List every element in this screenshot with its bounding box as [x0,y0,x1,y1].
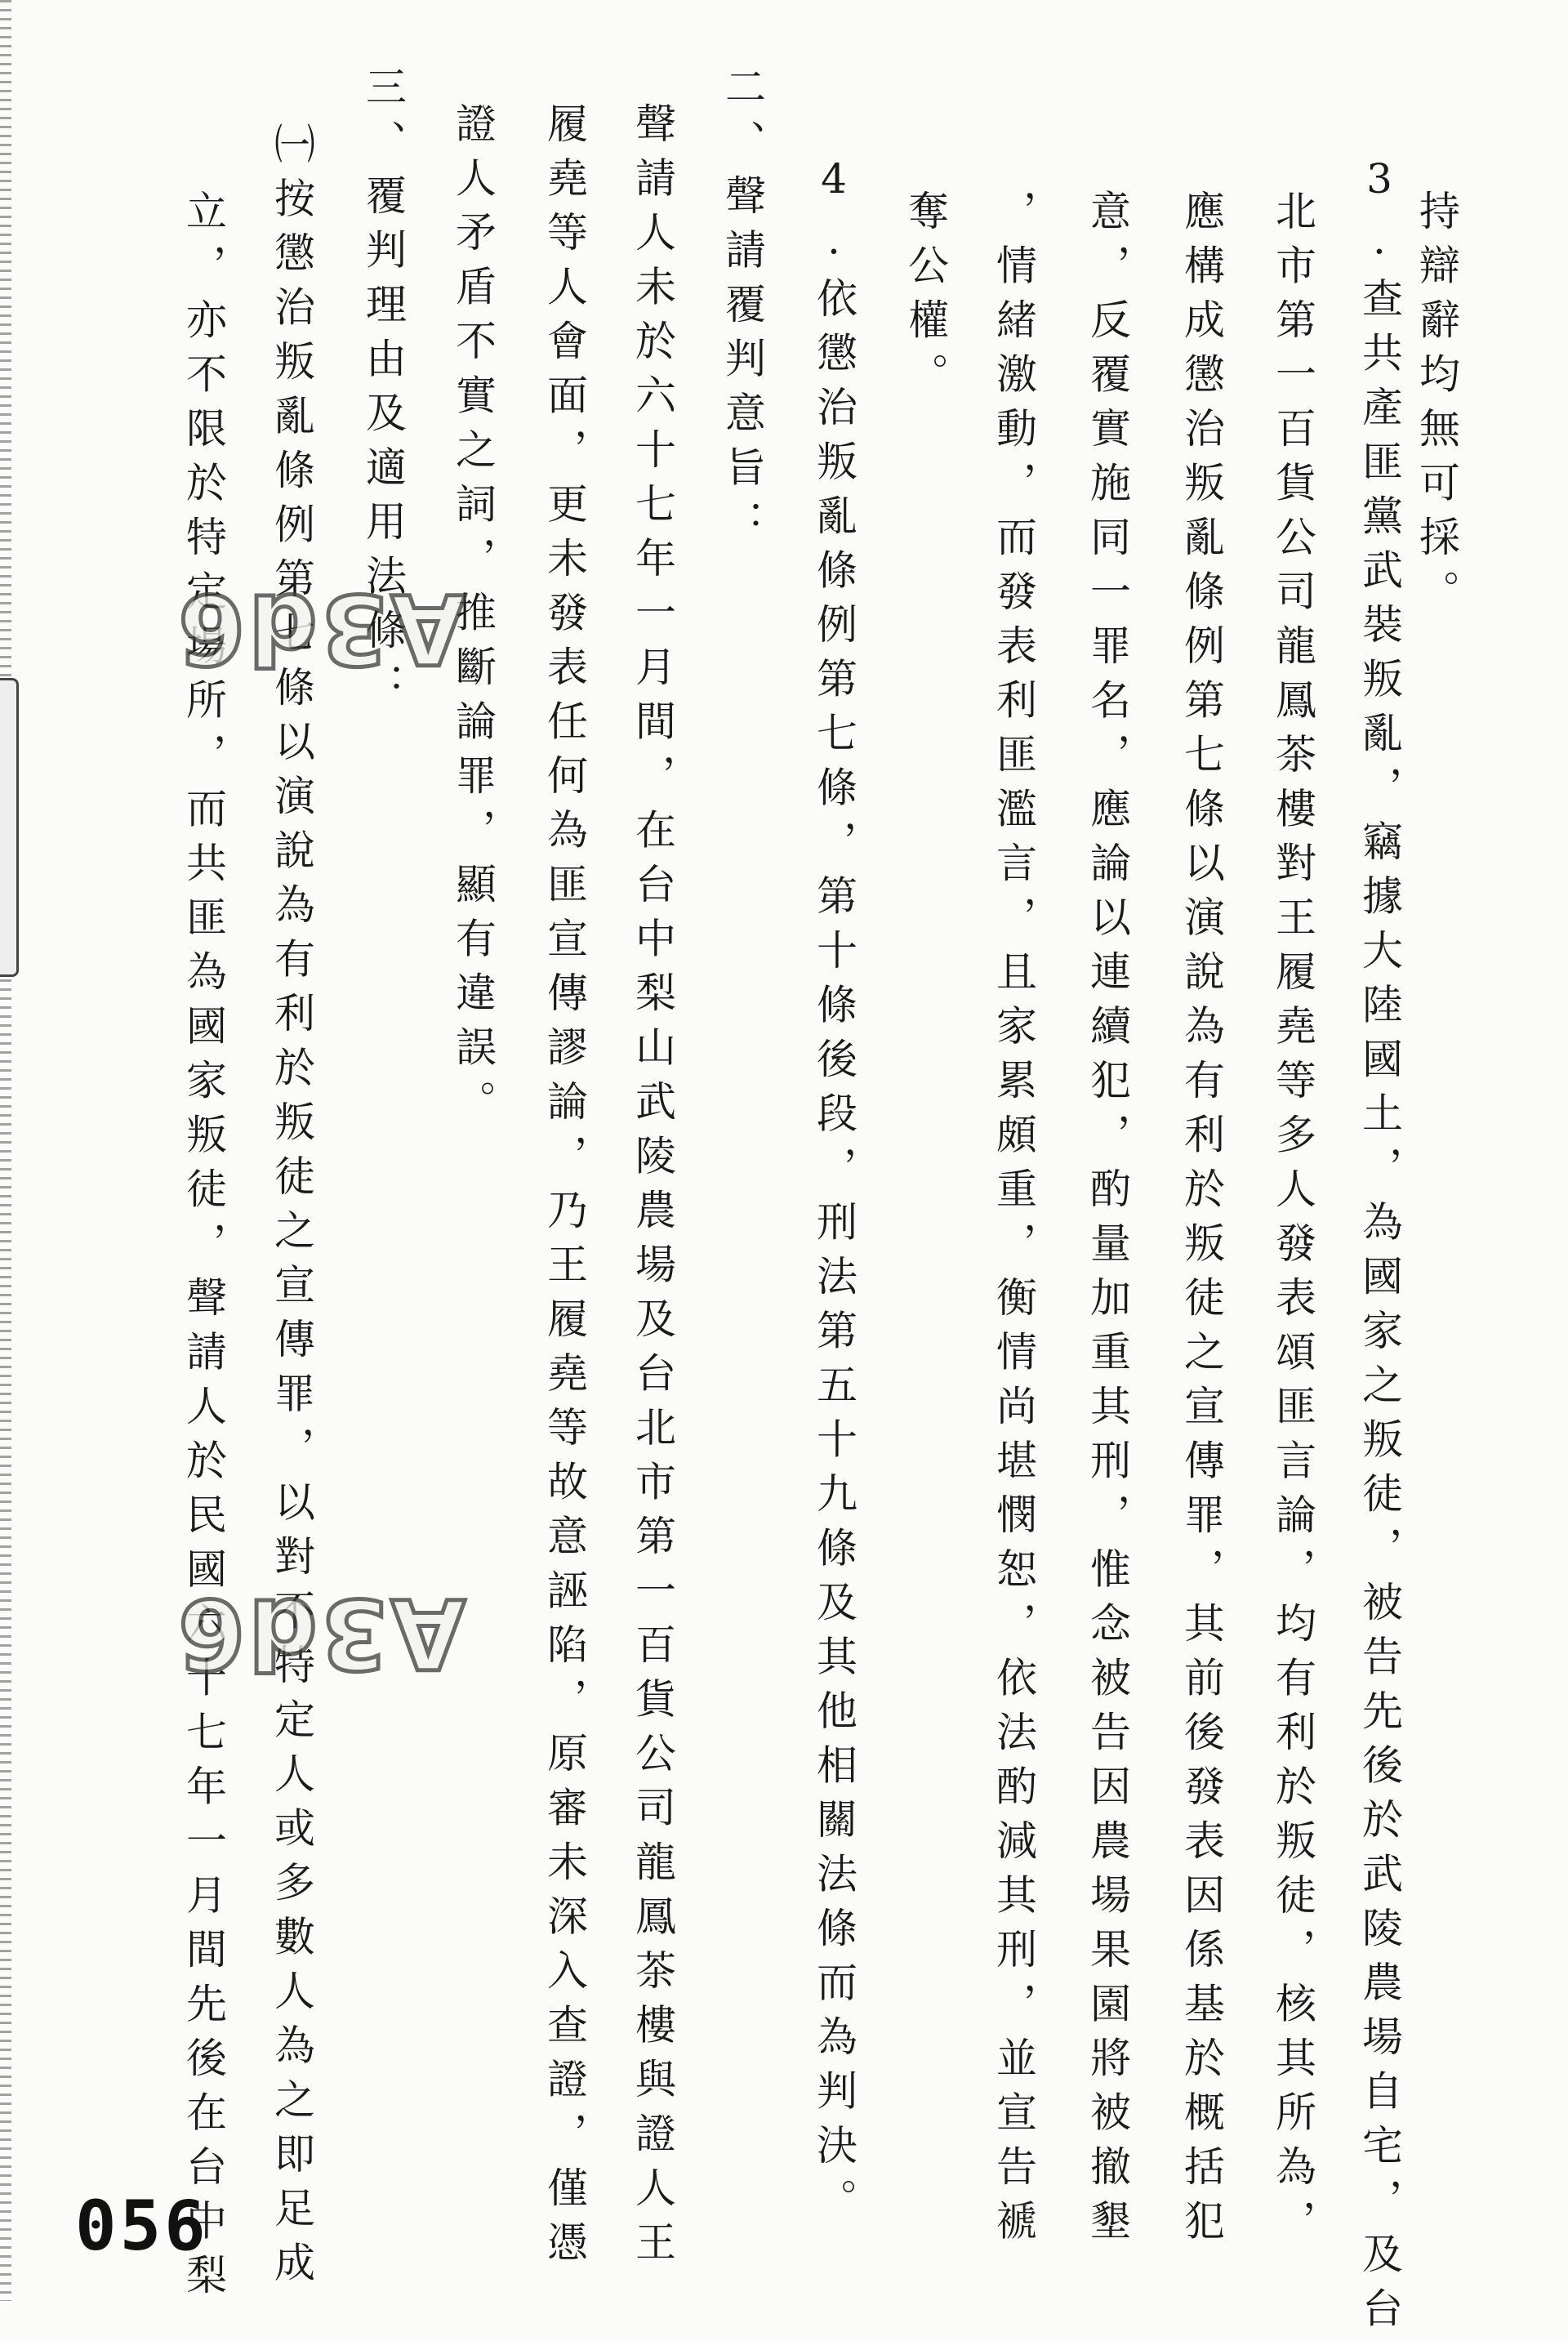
text-column-9: 聲請人未於六十七年一月間，在台中梨山武陵農場及台北市第一百貨公司龍鳳茶樓與證人王 [629,102,676,2275]
archive-stamp-watermark: A3d6 [175,573,466,685]
text-column-7: 奪公權。 [902,190,949,407]
text-column-2: 3.查共產匪黨武裝叛亂，竊據大陸國土，為國家之叛徒，被告先後於武陵農場自宅，及台 [1356,155,1403,2341]
text-column-13: 立，亦不限於特定場所，而共匪為國家叛徒，聲請人於民國六十七年一月間先後在台中梨 [180,190,227,2308]
text-column-3: 北市第一百貨公司龍鳳茶樓對王履堯等多人發表頌匪言論，均有利於叛徒，核其所為， [1269,190,1316,2254]
section-heading-3: 三、覆判理由及適用法條： [359,65,407,717]
text-column-6: ，情緒激動，而發表利匪濫言，且家累頗重，衡情尚堪憫恕，依法酌減其刑，並宣告褫 [990,190,1037,2254]
text-column-11: 證人矛盾不實之詞，推斷論罪，顯有違誤。 [449,102,497,1135]
text-column-1: 持辯辭均無可採。 [1413,190,1460,624]
page-number: 056 [75,2186,209,2266]
text-column-12: ㈠按懲治叛亂條例第七條以演說為有利於叛徒之宣傳罪，以對不特定人或多數人為之即足成 [268,123,315,2295]
section-heading-2: 二、聲請覆判意旨： [719,65,766,555]
text-column-4: 應構成懲治叛亂條例第七條以演說為有利於叛徒之宣傳罪，其前後發表因係基於概括犯 [1178,190,1225,2254]
archive-stamp-watermark: A3d6 [175,1577,466,1690]
text-column-8: 4.依懲治叛亂條例第七條，第十條後段，刑法第五十九條及其他相關法條而為判決。 [810,155,858,2232]
scan-edge-marks [0,0,11,2301]
binding-tab [0,678,19,977]
text-column-10: 履堯等人會面，更未發表任何為匪宣傳謬論，乃王履堯等故意誣陷，原審未深入查證，僅憑 [541,102,588,2275]
text-column-5: 意，反覆實施同一罪名，應論以連續犯，酌量加重其刑，惟念被告因農場果園將被撤墾 [1084,190,1131,2254]
